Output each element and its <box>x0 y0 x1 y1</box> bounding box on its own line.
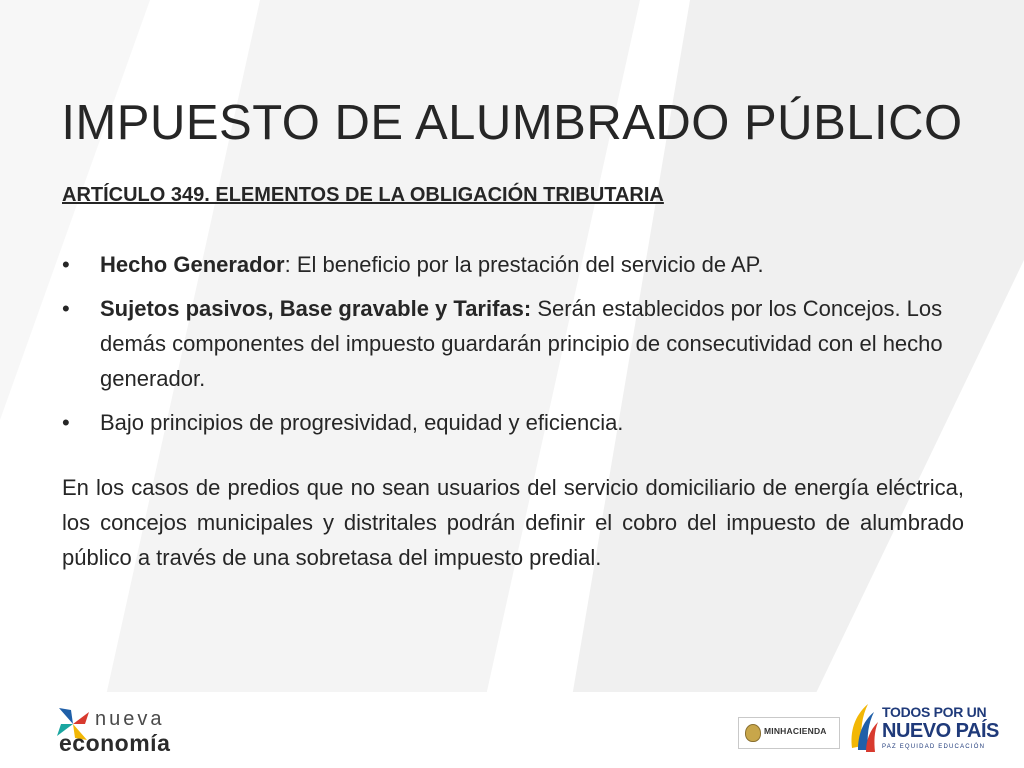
bullet-icon: • <box>62 296 70 321</box>
footer <box>0 692 1024 768</box>
bullet-bold-label: Hecho Generador <box>100 252 285 277</box>
minhacienda-label: MINHACIENDA <box>764 726 827 736</box>
bullet-text: : El beneficio por la prestación del servicio de AP. <box>284 252 764 277</box>
slide-content <box>62 178 964 597</box>
slide-title: IMPUESTO DE ALUMBRADO PÚBLICO <box>61 95 963 150</box>
nueva-economia-logo <box>55 706 175 762</box>
bullet-item <box>62 291 964 396</box>
todos-line3: PAZ EQUIDAD EDUCACIÓN <box>882 744 986 750</box>
minhacienda-logo <box>738 717 840 749</box>
bullet-text: Bajo principios de progresividad, equidad y eficiencia. <box>100 410 624 435</box>
bullet-list <box>62 247 964 440</box>
todos-por-un-nuevo-pais-logo <box>848 700 999 762</box>
bullet-text: Serán establecidos por los Concejos. Los demás componentes del impuesto guardarán principio de consecutividad con el hecho generador. <box>100 296 943 391</box>
body-paragraph: En los casos de predios que no sean usuarios del servicio domiciliario de energía eléctrica, los concejos municipales y distritales podrán definir el cobro del impuesto de alumbrado público a través de una sobretasa del impuesto predial. <box>62 475 964 570</box>
colombia-flag-icon <box>848 702 880 754</box>
article-heading: ARTÍCULO 349. ELEMENTOS DE LA OBLIGACIÓN TRIBUTARIA <box>62 184 664 206</box>
coat-of-arms-icon <box>745 724 761 742</box>
logo-text-economia: economía <box>59 730 171 756</box>
bullet-item <box>62 247 964 282</box>
bullet-icon: • <box>62 410 70 435</box>
todos-line1: TODOS POR UN <box>882 704 987 720</box>
bullet-icon: • <box>62 252 70 277</box>
bullet-item <box>62 405 964 440</box>
bullet-bold-label: Sujetos pasivos, Base gravable y Tarifas: <box>100 296 532 321</box>
todos-line2: NUEVO PAÍS <box>882 720 999 742</box>
logo-text-nueva: nueva <box>95 708 165 730</box>
